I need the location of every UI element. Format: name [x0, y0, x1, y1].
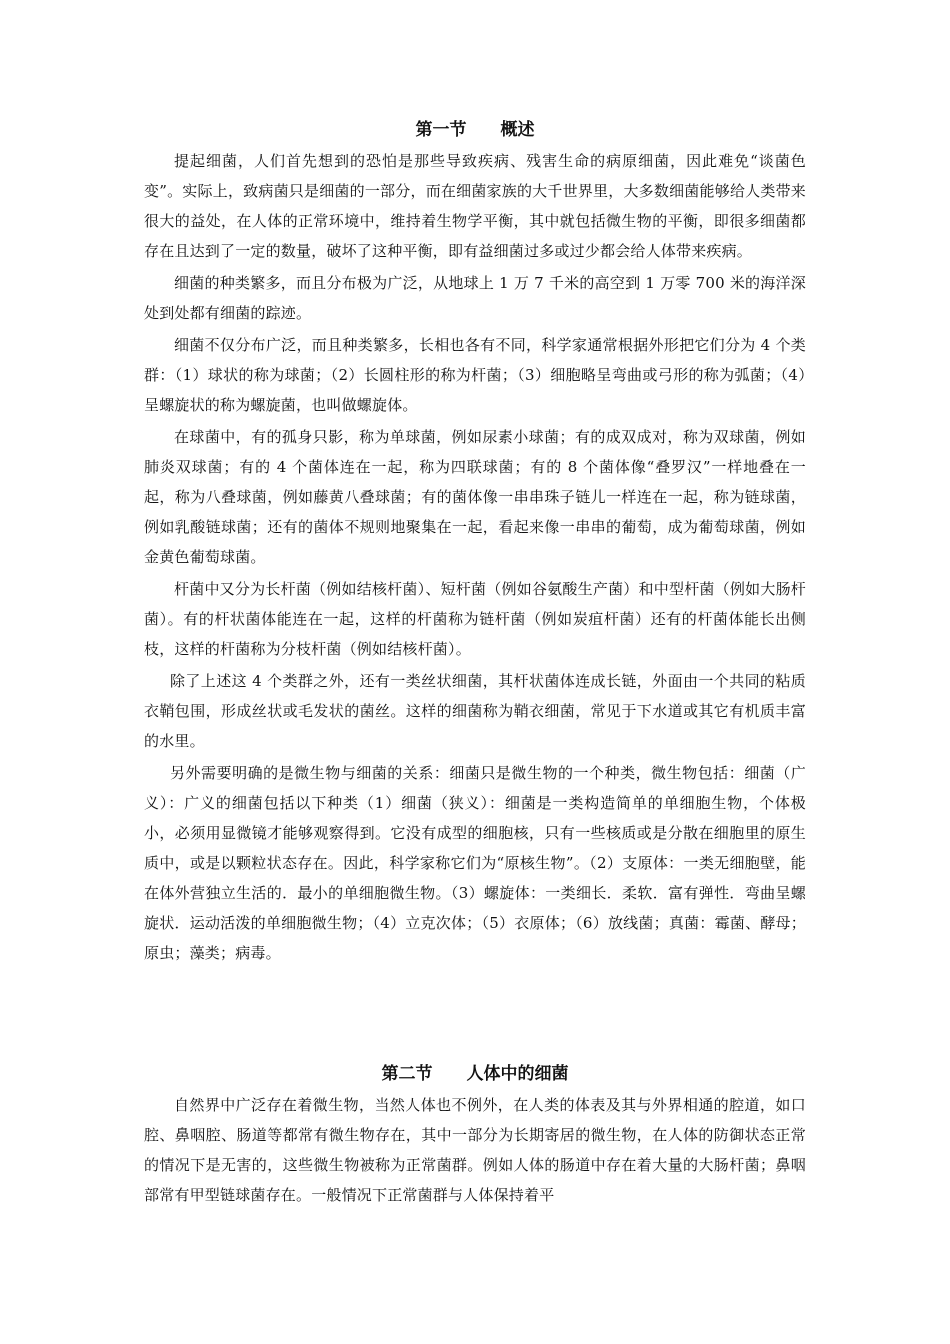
document-body: [144, 118, 806, 1212]
section-1-paragraph-5: 杆菌中又分为长杆菌（例如结核杆菌）、短杆菌（例如谷氨酸生产菌）和中型杆菌（例如大肠杆菌）。有的杆状菌体能连在一起，这样的杆菌称为链杆菌（例如炭疽杆菌）还有的杆菌体能长出侧枝，这样的杆菌称为分枝杆菌（例如结核杆菌）。: [144, 580, 806, 658]
section-spacer: [144, 970, 806, 1062]
section-1-paragraph-4: 在球菌中，有的孤身只影，称为单球菌，例如尿素小球菌；有的成双成对，称为双球菌，例如肺炎双球菌；有的 4 个菌体连在一起，称为四联球菌；有的 8 个菌体像“叠罗汉”一样地叠在一起，称为八叠球菌，例如藤黄八叠球菌；有的菌体像一串串珠子链儿一样连在一起，称为链球菌，例如乳酸链球菌；还有的菌体不规则地聚集在一起，看起来像一串串的葡萄，成为葡萄球菌，例如金黄色葡萄球菌。: [144, 428, 806, 566]
section-1-paragraph-6: 除了上述这 4 个类群之外，还有一类丝状细菌，其杆状菌体连成长链，外面由一个共同的粘质衣鞘包围，形成丝状或毛发状的菌丝。这样的细菌称为鞘衣细菌，常见于下水道或其它有机质丰富的水里。: [144, 672, 806, 750]
section-1-paragraph-7: 另外需要明确的是微生物与细菌的关系：细菌只是微生物的一个种类，微生物包括：细菌（广义）：广义的细菌包括以下种类（1）细菌（狭义）：细菌是一类构造简单的单细胞生物，个体极小，必须用显微镜才能够观察得到。它没有成型的细胞核，只有一些核质或是分散在细胞里的原生质中，或是以颗粒状态存在。因此，科学家称它们为“原核生物”。（2）支原体：一类无细胞壁，能在体外营独立生活的．最小的单细胞微生物。（3）螺旋体：一类细长．柔软．富有弹性．弯曲呈螺旋状．运动活泼的单细胞微生物；（4）立克次体；（5）衣原体；（6）放线菌；真菌：霉菌、酵母；原虫；藻类；病毒。: [144, 764, 806, 962]
section-1-paragraph-3: 细菌不仅分布广泛，而且种类繁多，长相也各有不同，科学家通常根据外形把它们分为 4 个类群：（1）球状的称为球菌；（2）长圆柱形的称为杆菌；（3）细胞略呈弯曲或弓形的称为弧菌；（4）呈螺旋状的称为螺旋菌，也叫做螺旋体。: [144, 336, 806, 414]
section-2-title: 第二节 人体中的细菌: [381, 1064, 569, 1084]
section-2-paragraph-1: 自然界中广泛存在着微生物，当然人体也不例外，在人类的体表及其与外界相通的腔道，如口腔、鼻咽腔、肠道等都常有微生物存在，其中一部分为长期寄居的微生物，在人体的防御状态正常的情况下是无害的，这些微生物被称为正常菌群。例如人体的肠道中存在着大量的大肠杆菌；鼻咽部常有甲型链球菌存在。一般情况下正常菌群与人体保持着平: [144, 1096, 806, 1204]
section-1-title: 第一节 概述: [415, 120, 535, 140]
section-1-paragraph-2: 细菌的种类繁多，而且分布极为广泛，从地球上 1 万 7 千米的高空到 1 万零 700 米的海洋深处到处都有细菌的踪迹。: [144, 274, 806, 322]
section-1-paragraph-1: 提起细菌，人们首先想到的恐怕是那些导致疾病、残害生命的病原细菌，因此难免“谈菌色变”。实际上，致病菌只是细菌的一部分，而在细菌家族的大千世界里，大多数细菌能够给人类带来很大的益处，在人体的正常环境中，维持着生物学平衡，其中就包括微生物的平衡，即很多细菌都存在且达到了一定的数量，破坏了这种平衡，即有益细菌过多或过少都会给人体带来疾病。: [144, 152, 806, 260]
